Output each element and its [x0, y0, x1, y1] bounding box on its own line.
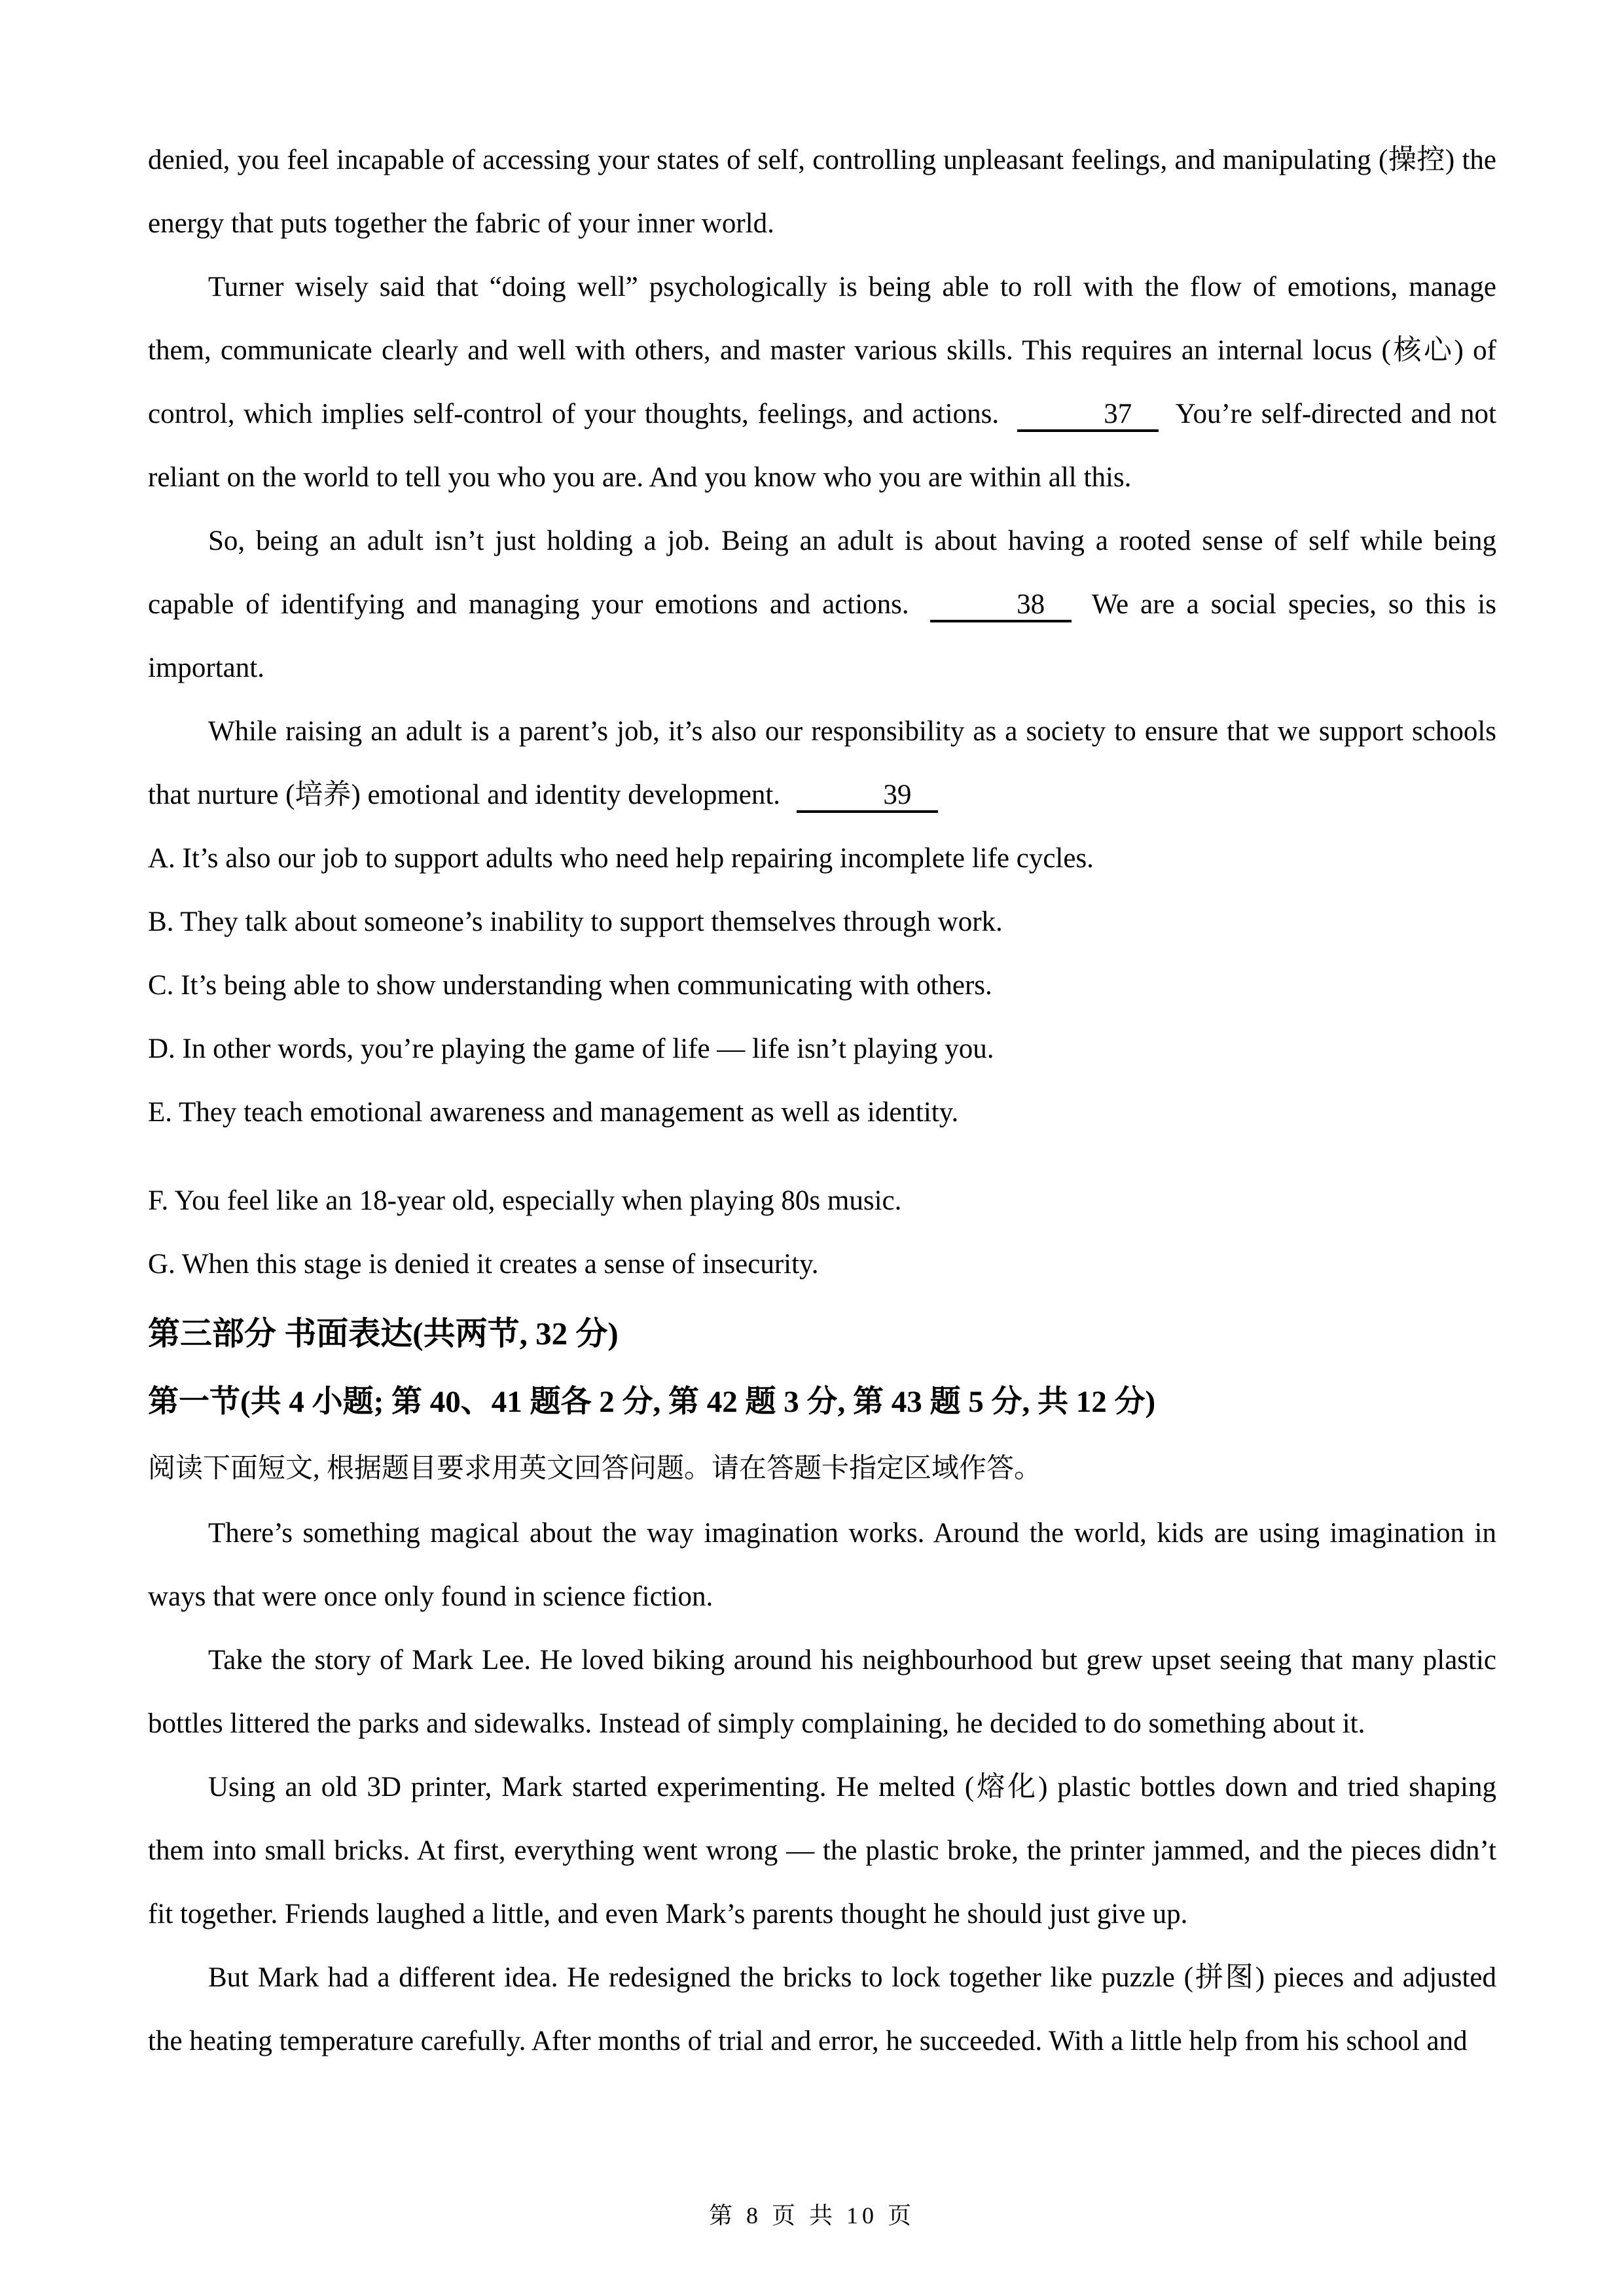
- option-c: C. It’s being able to show understanding when communicating with others.: [148, 970, 992, 1001]
- paragraph-society-before: While raising an adult is a parent’s job, it’s also our responsibility as a society to ensure that we support schools that nurture (培养) emotional and identity development.: [148, 716, 1496, 810]
- option-d: D. In other words, you’re playing the game of life — life isn’t playing you.: [148, 1033, 994, 1064]
- paragraph-adult: [148, 509, 1496, 700]
- option-g: G. When this stage is denied it creates a sense of insecurity.: [148, 1249, 819, 1280]
- passage-paragraph-3: Using an old 3D printer, Mark started experimenting. He melted (熔化) plastic bottles down and tried shaping them into small bricks. At first, everything went wrong — the plastic broke, the printer jammed, and the pieces didn’t fit together. Friends laughed a little, and even Mark’s parents thought he should just give up.: [148, 1772, 1496, 1929]
- paragraph-turner-after: You’re self-directed and not reliant on the world to tell you who you are. And you know who you are within all this.: [148, 399, 1496, 493]
- paragraph-turner-before: Turner wisely said that “doing well” psychologically is being able to roll with the flow of emotions, manage them, communicate clearly and well with others, and master various skills. This requires an internal locus (核心) of control, which implies self-control of your thoughts, feelings, and actions.: [148, 272, 1496, 429]
- passage-paragraph-2: Take the story of Mark Lee. He loved biking around his neighbourhood but grew upset seeing that many plastic bottles littered the parks and sidewalks. Instead of simply complaining, he decided to do something about it.: [148, 1645, 1496, 1739]
- section-three-sub-header: 第一节(共 4 小题; 第 40、41 题各 2 分, 第 42 题 3 分, 第 43 题 5 分, 共 12 分): [148, 1385, 1156, 1419]
- option-b: B. They talk about someone’s inability to support themselves through work.: [148, 906, 1003, 937]
- paragraph-society: [148, 700, 1496, 827]
- option-e: E. They teach emotional awareness and management as well as identity.: [148, 1097, 959, 1128]
- passage-paragraph-1: There’s something magical about the way imagination works. Around the world, kids are using imagination in ways that were once only found in science fiction.: [148, 1518, 1496, 1612]
- paragraph-adult-after: We are a social species, so this is important.: [148, 589, 1496, 683]
- section-three-instruction: 阅读下面短文, 根据题目要求用英文回答问题。请在答题卡指定区域作答。: [148, 1454, 1042, 1484]
- section-three-header: 第三部分 书面表达(共两节, 32 分): [148, 1316, 619, 1352]
- blank-39: 39: [797, 780, 938, 813]
- page-footer: 第 8 页 共 10 页: [708, 2202, 915, 2229]
- option-a: A. It’s also our job to support adults who need help repairing incomplete life cycles.: [148, 843, 1094, 874]
- blank-37: 37: [1017, 399, 1159, 432]
- option-f: F. You feel like an 18-year old, especially when playing 80s music.: [148, 1185, 902, 1216]
- paragraph-continuation: [148, 128, 1496, 255]
- passage-paragraph-4: But Mark had a different idea. He redesigned the bricks to lock together like puzzle (拼图) pieces and adjusted the heating temperature carefully. After months of trial and error, he succeeded. With a little help from his school and: [148, 1962, 1496, 2056]
- blank-38: 38: [930, 589, 1072, 622]
- paragraph-turner: [148, 255, 1496, 509]
- document-page: [148, 128, 1496, 2073]
- paragraph-adult-before: So, being an adult isn’t just holding a job. Being an adult is about having a rooted sense of self while being capable of identifying and managing your emotions and actions.: [148, 526, 1496, 620]
- paragraph-continuation-text: denied, you feel incapable of accessing your states of self, controlling unpleasant feelings, and manipulating (操控) the energy that puts together the fabric of your inner world.: [148, 145, 1496, 239]
